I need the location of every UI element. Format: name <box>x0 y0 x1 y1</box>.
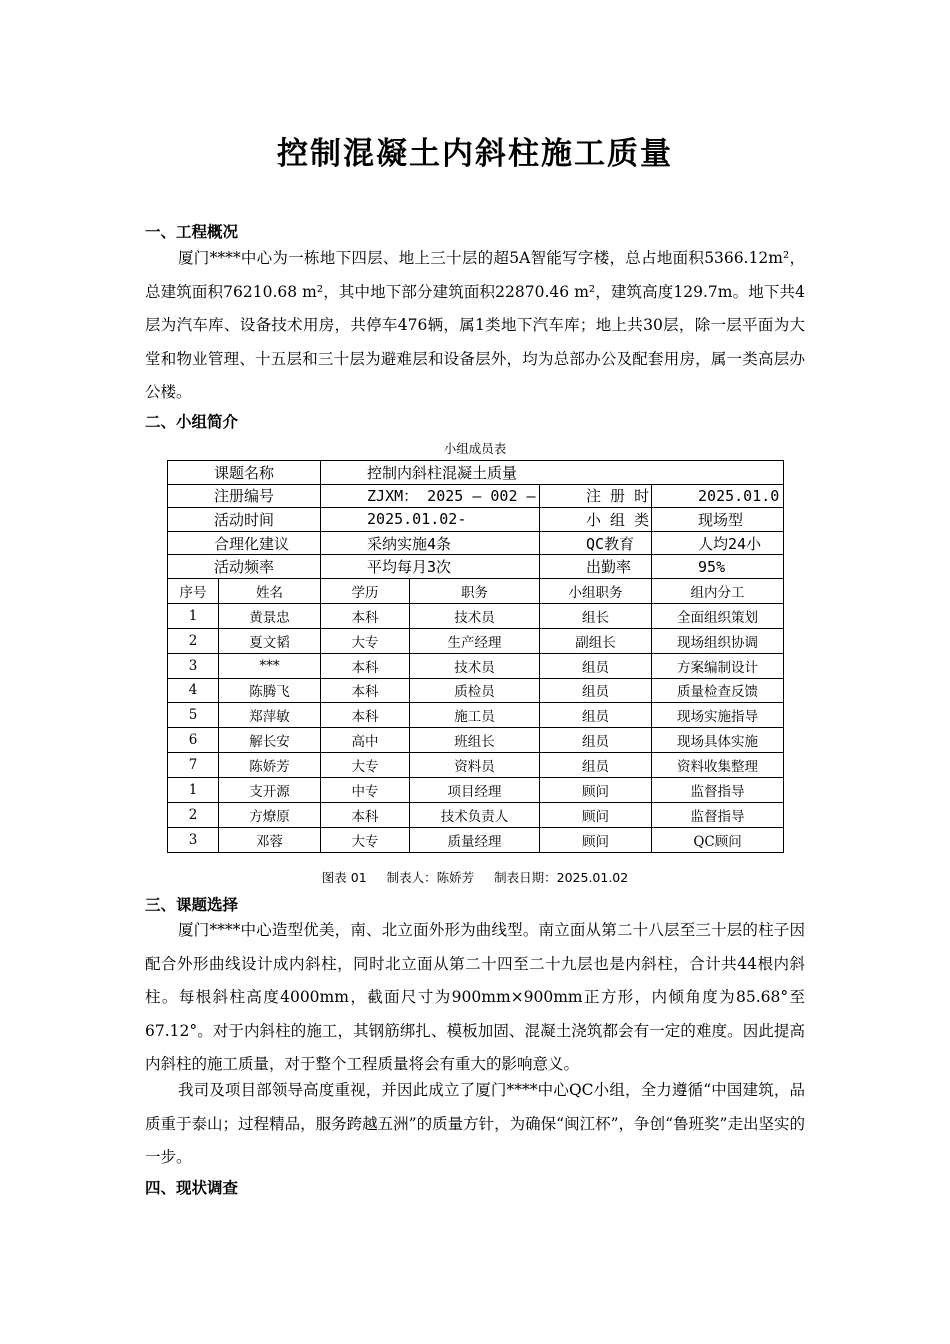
table-cell: 监督指导 <box>652 802 784 827</box>
table-row <box>168 778 784 803</box>
table-maker: 制表人：陈娇芳 <box>386 870 475 885</box>
section-heading-survey: 四、现状调查 <box>145 1179 239 1197</box>
table-cell: 技术负责人 <box>410 802 540 827</box>
column-header: 序号 <box>168 578 219 603</box>
qc-label: QC教育 <box>540 531 652 555</box>
table-cell: 项目经理 <box>410 778 540 803</box>
table-cell: 现场组织协调 <box>652 628 784 653</box>
info-row-activity <box>168 508 784 532</box>
table-cell: 顾问 <box>540 827 652 852</box>
table-cell: 组员 <box>540 703 652 728</box>
info-row-registration <box>168 484 784 508</box>
freq-value: 平均每月3次 <box>321 555 540 579</box>
table-cell: 夏文韬 <box>219 628 321 653</box>
table-cell: 2 <box>168 628 219 653</box>
table-row <box>168 603 784 628</box>
table-cell: 施工员 <box>410 703 540 728</box>
reg-time-label: 注 册 时 <box>540 484 652 508</box>
freq-label: 活动频率 <box>168 555 321 579</box>
info-row-suggestion <box>168 531 784 555</box>
table-cell: 本科 <box>321 802 410 827</box>
table-cell: 监督指导 <box>652 778 784 803</box>
table-cell: 资料收集整理 <box>652 753 784 778</box>
info-row-frequency <box>168 555 784 579</box>
table-cell: 1 <box>168 603 219 628</box>
table-footnote <box>0 868 950 886</box>
table-cell: 本科 <box>321 703 410 728</box>
reg-no-label: 注册编号 <box>168 484 321 508</box>
table-cell: 方案编制设计 <box>652 653 784 678</box>
table-cell: 组员 <box>540 653 652 678</box>
table-cell: QC顾问 <box>652 827 784 852</box>
table-cell: 1 <box>168 778 219 803</box>
table-row <box>168 703 784 728</box>
group-type-label: 小 组 类 <box>540 508 652 532</box>
table-cell: 6 <box>168 728 219 753</box>
section-heading-team: 二、小组简介 <box>145 413 239 431</box>
activity-time-value: 2025.01.02- <box>321 508 540 532</box>
table-cell: 支开源 <box>219 778 321 803</box>
column-header: 姓名 <box>219 578 321 603</box>
table-cell: 4 <box>168 678 219 703</box>
table-cell: 质检员 <box>410 678 540 703</box>
table-cell: 生产经理 <box>410 628 540 653</box>
reg-time-value: 2025.01.0 <box>652 484 784 508</box>
table-cell: 组员 <box>540 678 652 703</box>
table-cell: 高中 <box>321 728 410 753</box>
topic-value: 控制内斜柱混凝土质量 <box>321 461 784 485</box>
section-heading-topic: 三、课题选择 <box>145 896 239 914</box>
table-cell: 技术员 <box>410 653 540 678</box>
table-cell: 顾问 <box>540 778 652 803</box>
table-header-row <box>168 578 784 603</box>
attendance-value: 95% <box>652 555 784 579</box>
overview-paragraph: 厦门****中心为一栋地下四层、地上三十层的超5A智能写字楼，总占地面积5366.12m²，总建筑面积76210.68 m²，其中地下部分建筑面积22870.46 m²，建筑高度129.7m。地下共4层为汽车库、设备技术用房，共停车476辆，属1类地下汽车库；地上共30层，除一层平面为大堂和物业管理、十五层和三十层为避难层和设备层外，均为总部办公及配套用房，属一类高层办公楼。 <box>145 249 805 401</box>
qc-value: 人均24小 <box>652 531 784 555</box>
table-cell: 现场具体实施 <box>652 728 784 753</box>
table-cell: 黄景忠 <box>219 603 321 628</box>
table-date: 制表日期：2025.01.02 <box>494 870 629 885</box>
suggestion-value: 采纳实施4条 <box>321 531 540 555</box>
table-cell: 中专 <box>321 778 410 803</box>
table-cell: 班组长 <box>410 728 540 753</box>
table-cell: 质量经理 <box>410 827 540 852</box>
table-cell: 方燎原 <box>219 802 321 827</box>
info-row-topic <box>168 461 784 485</box>
section-heading-overview: 一、工程概况 <box>145 223 239 241</box>
table-caption: 小组成员表 <box>443 441 507 456</box>
table-cell: 大专 <box>321 827 410 852</box>
column-header: 职务 <box>410 578 540 603</box>
table-cell: 大专 <box>321 753 410 778</box>
member-rows <box>168 603 784 852</box>
table-cell: 顾问 <box>540 802 652 827</box>
table-cell: 3 <box>168 653 219 678</box>
table-row <box>168 678 784 703</box>
table-row <box>168 653 784 678</box>
table-cell: 现场实施指导 <box>652 703 784 728</box>
table-row <box>168 728 784 753</box>
table-cell: 大专 <box>321 628 410 653</box>
table-cell: 解长安 <box>219 728 321 753</box>
table-cell: 本科 <box>321 653 410 678</box>
reg-no-value: ZJXM： 2025 — 002 — <box>321 484 540 508</box>
table-cell: 质量检查反馈 <box>652 678 784 703</box>
table-cell: 组长 <box>540 603 652 628</box>
column-header: 组内分工 <box>652 578 784 603</box>
topic-paragraph-2: 我司及项目部领导高度重视，并因此成立了厦门****中心QC小组，全力遵循“中国建筑，品质重于泰山；过程精品，服务跨越五洲”的质量方针，为确保“闽江杯”，争创“鲁班奖”走出坚实的一步。 <box>145 1081 805 1166</box>
column-header: 学历 <box>321 578 410 603</box>
table-cell: 组员 <box>540 753 652 778</box>
page-title: 控制混凝土内斜柱施工质量 <box>277 136 673 172</box>
figure-number: 图表 01 <box>321 870 367 885</box>
suggestion-label: 合理化建议 <box>168 531 321 555</box>
table-cell: *** <box>219 653 321 678</box>
table-row <box>168 628 784 653</box>
table-cell: 技术员 <box>410 603 540 628</box>
table-row <box>168 753 784 778</box>
table-cell: 资料员 <box>410 753 540 778</box>
table-cell: 副组长 <box>540 628 652 653</box>
table-cell: 本科 <box>321 603 410 628</box>
topic-paragraph-1: 厦门****中心造型优美，南、北立面外形为曲线型。南立面从第二十八层至三十层的柱子因配合外形曲线设计成内斜柱，同时北立面从第二十四至二十九层也是内斜柱，合计共44根内斜柱。每根斜柱高度4000mm，截面尺寸为900mm×900mm正方形，内倾角度为85.68°至67.12°。对于内斜柱的施工，其钢筋绑扎、模板加固、混凝土浇筑都会有一定的难度。因此提高内斜柱的施工质量，对于整个工程质量将会有重大的影响意义。 <box>145 921 805 1073</box>
table-cell: 全面组织策划 <box>652 603 784 628</box>
table-cell: 2 <box>168 802 219 827</box>
table-cell: 邓蓉 <box>219 827 321 852</box>
table-cell: 7 <box>168 753 219 778</box>
table-cell: 组员 <box>540 728 652 753</box>
table-row <box>168 802 784 827</box>
activity-time-label: 活动时间 <box>168 508 321 532</box>
table-cell: 3 <box>168 827 219 852</box>
table-row <box>168 827 784 852</box>
table-cell: 郑萍敏 <box>219 703 321 728</box>
column-header: 小组职务 <box>540 578 652 603</box>
table-cell: 本科 <box>321 678 410 703</box>
table-cell: 陈娇芳 <box>219 753 321 778</box>
topic-label: 课题名称 <box>168 461 321 485</box>
group-type-value: 现场型 <box>652 508 784 532</box>
table-cell: 5 <box>168 703 219 728</box>
attendance-label: 出勤率 <box>540 555 652 579</box>
team-member-table <box>167 460 784 853</box>
table-cell: 陈腾飞 <box>219 678 321 703</box>
